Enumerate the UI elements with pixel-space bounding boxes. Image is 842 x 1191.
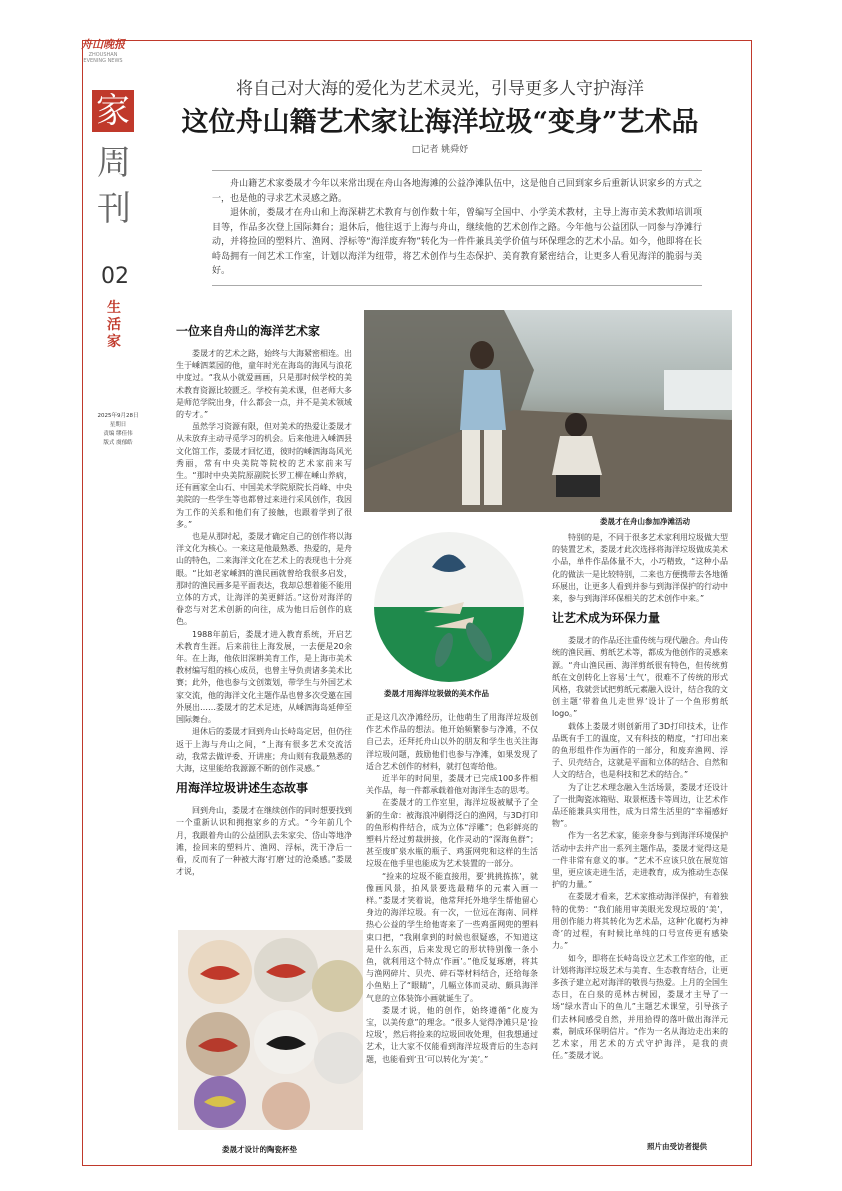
coasters-photo [178, 930, 363, 1130]
issue-meta [90, 412, 146, 448]
body-paragraph: 特别的是，不同于很多艺术家利用垃圾做大型的装置艺术，娄晟才此次选择将海洋垃圾做成美术小品，单件作品体量不大，小巧精致，“这种小品化的做法一是比较特别，二来也方便携带去各地循环展出，让更多人看到并参与到海洋保护的行动中来，参与到海洋环保相关的艺术创作中来。” [552, 533, 728, 604]
page-number: 02 [101, 264, 129, 289]
designer: 版式 虞郁皓 [103, 440, 133, 446]
circle-caption: 娄晟才用海洋垃圾做的美术作品 [384, 689, 489, 698]
body-paragraph: 娄晟才的艺术之路，始终与大海紧密相连。出生于嵊泗菜园的他，童年时光在海岛的海风与浪花中度过。“我从小就爱画画，只是那时候学校的美术教育资源比较匮乏。学校有美术课，但老师大多是师范学院出身，什么都会一点，并不是美术领域的专才。” [176, 349, 352, 420]
zhoukan-char-1: 周 [97, 143, 131, 183]
photo-credit: 照片由受访者提供 [647, 1142, 707, 1151]
column-char: 家 [107, 334, 121, 350]
body-paragraph: 在娄晟才的工作室里，海洋垃圾被赋予了全新的生命：被海浪冲刷得泛白的渔网，与3D打印的鱼形构件结合，成为立体“浮雕”；色彩鲜亮的塑料片经过剪裁拼接，化作灵动的“深海鱼群”；甚至废旷泉水瓶的瓶子、鸡蛋网兜和这样的生活垃圾在他手里也能成为艺术装置的一部分。 [366, 798, 538, 869]
circle-artwork [374, 532, 524, 682]
lead-paragraph: 退休前，娄晟才在舟山和上海深耕艺术教育与创作数十年，曾编写全国中、小学美术教材，主导上海市美术教师培训项目等，作品多次登上国际舞台；退休后，他往返于上海与舟山，继续他的艺术创作之路。今年他与公益团队一同参与净滩行动，并将捡回的塑料片、渔网、浮标等“海洋废弃物”转化为一件件兼具美学价值与环保理念的艺术小品。如今，他即将在长峙岛拥有一间艺术工作室，计划以海洋为纽带，将艺术创作与生态保护、美育教育紧密结合，让更多人看见海洋的脆弱与美好。 [212, 208, 702, 276]
section-jia: 家 [92, 90, 134, 132]
body-paragraph: 为了让艺术理念融入生活场景，娄晟才还设计了一批陶瓷冰箱贴、取景框透卡等周边，让艺术作品还能兼具实用性，成为日常生活里的“幸福感好物”。 [552, 782, 728, 829]
editor: 责编 缪佳伟 [103, 431, 133, 437]
body-paragraph: 近半年的时间里，娄晟才已完成100多件相关作品，每一件都承载着他对海洋生态的思考。 [366, 774, 538, 796]
body-paragraph: 退休后的娄晟才回到舟山长峙岛定居，但仍往返于上海与舟山之间，“上海有很多艺术交流活动，我常去做评委、开讲座；舟山则有我最熟悉的大海，这里能给我源源不断的创作灵感。” [176, 727, 352, 773]
section-heading-2: 用海洋垃圾讲述生态故事 [176, 781, 309, 796]
body-paragraph: 娄晟才的作品还注重传统与现代融合。舟山传统的渔民画、剪纸艺术等，都成为他创作的灵感来源。“舟山渔民画、海洋剪纸很有特色，但传统剪纸在文创转化上容易‘土气’，很难不了传统的形式风格，我就尝试把剪纸元素融入设计，结合我的文创主题‘带着鱼儿走世界’设计了一个鱼形剪纸logo。” [552, 636, 728, 719]
zhoukan-char-2: 刊 [97, 189, 131, 229]
body-paragraph: “捡来的垃圾不能直接用，要‘挑挑拣拣’，就像画风景，拍风景要选最精华的元素入画一样。”娄晟才笑着说，他常拜托外地学生帮他留心身边的海洋垃圾。有一次，一位远在海南、同样热心公益的学生给他寄来了一些鸡蛋网兜的塑料束口把，“我刚拿到的时候也很疑惑，不知道这是什么东西，后来发现它的形状特别像一条小鱼，就利用这个特点‘作画’。”他反复琢磨，将其与渔网碎片、贝壳、碎石等材料结合，还给每条小鱼贴上了“眼睛”，几幅立体而灵动、颇具海洋气息的立体装饰小画就诞生了。 [366, 871, 538, 1003]
issue-date: 2025年9月28日 [97, 413, 139, 419]
body-paragraph: 作为一名艺术家，能亲身参与到海洋环境保护活动中去并产出一系列主题作品，娄晟才觉得这是一件非常有意义的事。“艺术不应该只放在展览馆里，更应该走进生活，走进教育，成为推动生态保护的力量。” [552, 831, 728, 890]
masthead-name: 舟山晚报 [81, 38, 125, 51]
section-heading-1: 一位来自舟山的海洋艺术家 [176, 324, 321, 338]
article-column-1 [176, 318, 352, 930]
article-column-3 [552, 532, 728, 1138]
body-paragraph: 如今，即将在长峙岛设立艺术工作室的他，正计划将海洋垃圾艺术与美育、生态教育结合，让更多孩子建立起对海洋的敬畏与热爱。上月的全国生态日，在白泉的觅林古树园，娄晟才主导了一场“绿水青山下的鱼儿”主题艺术课堂，引导孩子们去林间感受自然，并用拾得的落叶做出海洋元素，制成环保明信片。“作为一名从海边走出来的艺术家，用艺术的方式守护海洋，是我的责任。”娄晟才说。 [552, 953, 728, 1061]
coasters [178, 930, 363, 1130]
issue-weekday: 星期日 [109, 422, 127, 428]
body-paragraph: 也是从那时起，娄晟才确定自己的创作将以海洋文化为核心。一来这是他最熟悉、热爱的，是舟山的特色，二来海洋文化在艺术上的表现也十分亮眼。“比如老家嵊泗的渔民画就曾给我很多启发，那时的渔民画多是平面表达，我却总想着能不能用立体的方式，让海洋的美更鲜活。”这份对海洋的眷恋与对艺术创新的向往，成为他日后创作的底色。 [176, 532, 352, 627]
column-char: 生 [107, 300, 121, 316]
section-zhoukan [96, 140, 132, 232]
body-paragraph: 1988年前后，娄晟才进入教育系统，开启艺术教育生涯。后来前往上海发展，一去便是20余年。在上海，他依旧深耕美育工作，是上海市美术教材编写组的核心成员，也曾主导负责诸多美术比赛；此外，他也参与文创策划，带学生与外国艺术家交流，他的海洋文化主题作品也曾多次受邀在国外展出……娄晟才的艺术足迹，从嵊泗海岛延伸至国际舞台。 [176, 629, 352, 725]
masthead-name-en: ZHOUSHAN EVENING NEWS [83, 52, 123, 64]
body-paragraph: 在娄晟才看来，艺术家推动海洋保护，有着独特的优势：“我们能用审美眼光发现垃圾的‘美’，用创作能力将其转化为艺术品，这种‘化腐朽为神奇’的过程，有时候比单纯的口号宣传更有感染力。” [552, 892, 728, 951]
beach-scene [364, 310, 732, 512]
section-heading-3: 让艺术成为环保力量 [552, 611, 661, 626]
article-title: 这位舟山籍艺术家让海洋垃圾“变身”艺术品 [181, 107, 699, 138]
beach-caption: 娄晟才在舟山参加净滩活动 [600, 517, 690, 526]
lead-paragraph: 舟山籍艺术家娄晟才今年以来常出现在舟山各地海滩的公益净滩队伍中，这是他自己回到家乡后重新认识家乡的方式之一，也是他的寻求艺术灵感之路。 [212, 179, 702, 204]
body-paragraph: 正是这几次净滩经历，让他萌生了用海洋垃圾创作艺术作品的想法。他开始频繁参与净滩，不仅自己去，还拜托舟山以外的朋友和学生也关注海洋垃圾问题，鼓励他们也参与净滩，如果发现了适合艺术创作的材料，就打包寄给他。 [366, 713, 538, 771]
column-name [104, 300, 124, 351]
beach-photo [364, 310, 732, 512]
body-paragraph: 回到舟山，娄晟才在继续创作的同时想要找到一个重新认识和拥抱家乡的方式。“今年前几个月，我跟着舟山的公益团队去朱家尖、岱山等地净滩，捡回来的塑料片、渔网、浮标，洗干净后一看，反而有了一种被大海‘打磨’过的沧桑感。”娄晟才说， [176, 806, 352, 877]
article-column-2 [366, 712, 538, 1152]
circle-artwork-photo [374, 532, 524, 682]
column-char: 活 [107, 317, 121, 333]
body-paragraph: 虽然学习资源有限，但对美术的热爱让娄晟才从未放弃主动寻觅学习的机会。后来他进入嵊泗县文化馆工作，娄晟才回忆道，彼时的嵊泗海岛风光秀丽，常有中央美院等院校的艺术家前来写生。“那时中央美院原副院长罗工柳在嵊山养病，还有画家全山石、中国美术学院原院长肖峰、中央美院的一些学生等也都曾过来进行采风创作，我因为工作的关系和他们有了接触，也跟着学到了很多。” [176, 422, 352, 529]
article-lead [212, 170, 702, 286]
article-subtitle: 将自己对大海的爱化为艺术灵光，引导更多人守护海洋 [236, 79, 644, 99]
body-paragraph: 载体上娄晟才则创新用了3D打印技术，让作品既有手工的温度，又有科技的精度，“打印出来的鱼形组件作为画作的一部分，和废弃渔网、浮子、贝壳结合，这就是平面和立体的结合、自然和人文的结合，也是科技和艺术的结合。” [552, 721, 728, 780]
article-byline: □记者 姚舜妤 [411, 145, 469, 155]
body-paragraph: 娄晟才说，他的创作，始终遵循“化废为宝，以美传意”的理念。“很多人觉得净滩只是‘捡垃圾’，然后将捡来的垃圾回收处理，但我想通过艺术，让大家不仅能看到海洋垃圾背后的生态问题，也能看到‘丑’可以转化为‘美’。” [366, 1005, 538, 1064]
masthead-logo [78, 36, 128, 64]
coasters-caption: 娄晟才设计的陶瓷杯垫 [222, 1145, 297, 1154]
